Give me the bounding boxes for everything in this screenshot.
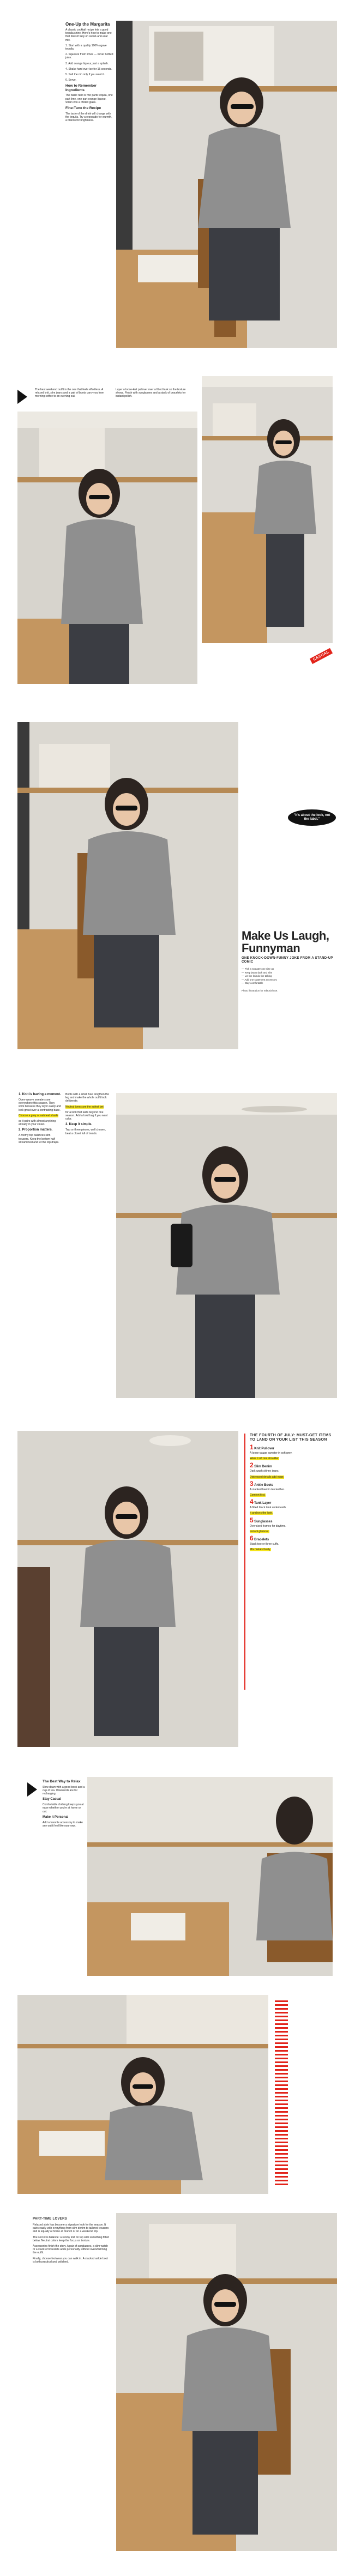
step-5: 5. Salt the rim only if you want it. bbox=[65, 73, 105, 77]
article-heading: PART-TIME LOVERS bbox=[33, 2217, 68, 2221]
list-kicker: THE FOURTH OF JULY: MUST-GET ITEMS TO LAND ON YOUR LIST THIS SEASON bbox=[250, 1434, 332, 1442]
article-subhead: How to Remember Ingredients bbox=[65, 84, 97, 92]
article-headline: One-Up the Margarita bbox=[65, 22, 110, 27]
item-text: A stacked heel in tan leather. bbox=[250, 1487, 285, 1491]
body-column-1 bbox=[35, 388, 110, 401]
article-paragraph: Accessories finish the story. A pair of sunglasses, a slim watch or a stack of bracelets adds personality without overwhelming the outfit. bbox=[33, 2245, 108, 2255]
body-column-middle bbox=[65, 1093, 110, 1138]
feature-list-3: — Let the knit do the talking bbox=[242, 975, 272, 977]
step-4: 4. Shake hard over ice for 15 seconds. bbox=[65, 67, 112, 71]
sidebar-headline: The Best Way to Relax bbox=[43, 1780, 81, 1783]
article-body: The basic ratio is two parts tequila, one part lime, one part orange liqueur. Strain into a chilled glass. bbox=[65, 94, 113, 104]
photo-woman-standing-bag bbox=[116, 1093, 337, 1398]
quote-bubble: "It's about the look, not the label." bbox=[288, 809, 336, 826]
step-6: 6. Serve. bbox=[65, 78, 77, 82]
photo-woman-reading-magazine bbox=[87, 1777, 333, 1976]
list-item bbox=[250, 1500, 332, 1515]
col1-text-b: so it pairs with almost anything already in your closet. bbox=[19, 1120, 56, 1127]
item-headline: Knit Pullover bbox=[254, 1447, 275, 1450]
col1-text-c: A roomy top balances slim trousers. Keep the bottom half streamlined and let the top drape. bbox=[19, 1134, 59, 1144]
sidebar-subhead-2: Make It Personal bbox=[43, 1815, 69, 1819]
col1-text: Open-weave sweaters are everywhere this season. They work because they layer easily and look great over a contrasting base. bbox=[19, 1098, 61, 1112]
col2-text-b: for a look that lasts beyond one season. Add a bold bag if you want color. bbox=[65, 1110, 108, 1121]
body-column-2 bbox=[116, 388, 191, 401]
item-headline: Ankle Boots bbox=[254, 1483, 274, 1487]
col2-text-c: Two or three pieces, well chosen, beat a closet full of trends. bbox=[65, 1128, 106, 1135]
item-number: 6 bbox=[250, 1534, 254, 1543]
item-headline: Tank Layer bbox=[254, 1502, 272, 1505]
item-headline: Bracelets bbox=[254, 1538, 269, 1542]
col1-headline-2: 2. Proportion matters. bbox=[19, 1128, 53, 1132]
photo-woman-standing-window bbox=[202, 376, 333, 643]
section-5 bbox=[0, 1431, 349, 1758]
sidebar-para-2: Comfortable clothing keeps you at ease whether you're at home or out. bbox=[43, 1803, 84, 1813]
section-2 bbox=[0, 376, 349, 703]
item-highlight: Distressed details add edge. bbox=[250, 1475, 285, 1479]
body-text-1: The best weekend outfit is the one that feels effortless. A relaxed knit, slim jeans and a pair of boots carry you from morning coffee to an evening out. bbox=[35, 388, 104, 398]
col1-highlight: Choose a grey or oatmeal shade bbox=[19, 1114, 58, 1117]
item-number: 3 bbox=[250, 1479, 254, 1487]
red-divider-line bbox=[244, 1434, 245, 1690]
item-text: Dark wash skinny jeans. bbox=[250, 1470, 279, 1473]
item-highlight: Instant glamour. bbox=[250, 1529, 269, 1533]
sidebar-subhead-1: Stay Casual bbox=[43, 1798, 62, 1801]
section-7 bbox=[0, 1995, 349, 2202]
item-text: A loose-gauge sweater in soft grey. bbox=[250, 1452, 292, 1455]
list-item bbox=[250, 1516, 332, 1533]
item-highlight: Mix metals freely. bbox=[250, 1548, 271, 1552]
feature-caption: Photo illustration for editorial use. bbox=[242, 989, 278, 992]
item-number: 2 bbox=[250, 1461, 254, 1470]
section-3 bbox=[0, 722, 349, 1071]
article-intro: A classic cocktail recipe lets a good tequila shine. Here's how to make one that doesn't rely on sweet-and-sour mix. bbox=[65, 28, 112, 42]
feature-list-4: — Add one statement accessory bbox=[242, 978, 277, 981]
feature-list-5: — Stay comfortable bbox=[242, 982, 263, 984]
col1-headline: 1. Knit is having a moment. bbox=[19, 1093, 61, 1096]
article-subhead-2: Fine-Tune the Recipe bbox=[65, 106, 101, 111]
article-body-2: The taste of the drink will change with the tequila. Try a reposado for warmth, a blanco for brightness. bbox=[65, 112, 112, 122]
photo-woman-leaning-desk bbox=[17, 1995, 268, 2194]
photo-woman-at-desk bbox=[17, 412, 197, 684]
item-number: 5 bbox=[250, 1516, 254, 1524]
step-2: 2. Squeeze fresh limes — never bottled juice. bbox=[65, 53, 113, 60]
item-text: Oversized frames for daytime. bbox=[250, 1524, 286, 1528]
section-6 bbox=[0, 1771, 349, 1984]
item-number: 1 bbox=[250, 1443, 254, 1451]
item-text: A fitted black tank underneath. bbox=[250, 1506, 287, 1510]
col2-text: Boots with a small heel lengthen the leg and make the whole outfit look deliberate. bbox=[65, 1093, 110, 1103]
feature-kicker: ONE KNOCK-DOWN-FUNNY JOKE FROM A STAND-UP COMIC bbox=[242, 957, 333, 964]
stripe-pattern-decoration bbox=[275, 2000, 288, 2186]
list-item bbox=[250, 1534, 332, 1552]
body-column-left bbox=[19, 1093, 61, 1146]
shopping-list bbox=[250, 1434, 332, 1555]
sidebar-article bbox=[65, 22, 113, 124]
col2-headline: 3. Keep it simple. bbox=[65, 1123, 93, 1127]
feature-list-1: — Pick a sweater one size up bbox=[242, 967, 274, 970]
photo-woman-sitting-table bbox=[116, 2213, 337, 2551]
list-item bbox=[250, 1461, 332, 1479]
feature-headline: Make Us Laugh, Funnyman bbox=[242, 929, 329, 955]
item-highlight: Wear it off one shoulder. bbox=[250, 1457, 280, 1461]
photo-woman-lamp-room bbox=[17, 1431, 238, 1747]
item-highlight: It anchors the look. bbox=[250, 1511, 273, 1515]
sidebar-para-3: Add a favorite accessory to make any outfit feel like your own. bbox=[43, 1821, 83, 1828]
list-item bbox=[250, 1443, 332, 1461]
section-8 bbox=[0, 2213, 349, 2562]
col2-highlight: Neutral tones are the safest bet bbox=[65, 1105, 104, 1109]
item-headline: Sunglasses bbox=[254, 1520, 273, 1523]
article-paragraph: Relaxed style has become a signature look for the season. It pairs easily with everything from slim denim to tailored trousers and is equally at home at brunch or on a weekend trip. bbox=[33, 2223, 109, 2234]
body-text-2: Layer a loose-knit pullover over a fitted tank so the texture shows. Finish with sunglasses and a stack of bracelets for instant polish. bbox=[116, 388, 186, 398]
photo-woman-chair-shelf bbox=[17, 722, 238, 1049]
feature-list-2: — Keep jeans dark and slim bbox=[242, 971, 273, 974]
sidebar-text bbox=[43, 1780, 85, 1830]
step-3: 3. Add orange liqueur, just a splash. bbox=[65, 62, 109, 65]
article-column bbox=[33, 2217, 109, 2266]
section-1 bbox=[0, 16, 349, 365]
right-pointing-triangle-icon bbox=[17, 390, 27, 404]
item-text: Stack two or three cuffs. bbox=[250, 1543, 279, 1546]
feature-block bbox=[242, 929, 340, 992]
item-headline: Slim Denim bbox=[254, 1465, 272, 1469]
photo-woman-seated-chair bbox=[116, 21, 337, 348]
right-pointing-triangle-icon bbox=[27, 1782, 37, 1797]
step-1: 1. Start with a quality 100% agave tequila. bbox=[65, 44, 107, 51]
article-paragraph: Finally, choose footwear you can walk in. A stacked ankle boot is both practical and polished. bbox=[33, 2257, 108, 2264]
red-tag-label: CASUAL bbox=[310, 648, 333, 664]
sidebar-para-1: Slow down with a good book and a cup of tea. Weekends are for recharging. bbox=[43, 1785, 85, 1795]
list-item bbox=[250, 1479, 332, 1497]
section-4 bbox=[0, 1087, 349, 1414]
item-highlight: Comfort first. bbox=[250, 1493, 266, 1497]
article-paragraph: The secret is balance: a roomy knit on top with something fitted below. Neutral colors keep the focus on texture. bbox=[33, 2235, 109, 2242]
item-number: 4 bbox=[250, 1498, 254, 1506]
